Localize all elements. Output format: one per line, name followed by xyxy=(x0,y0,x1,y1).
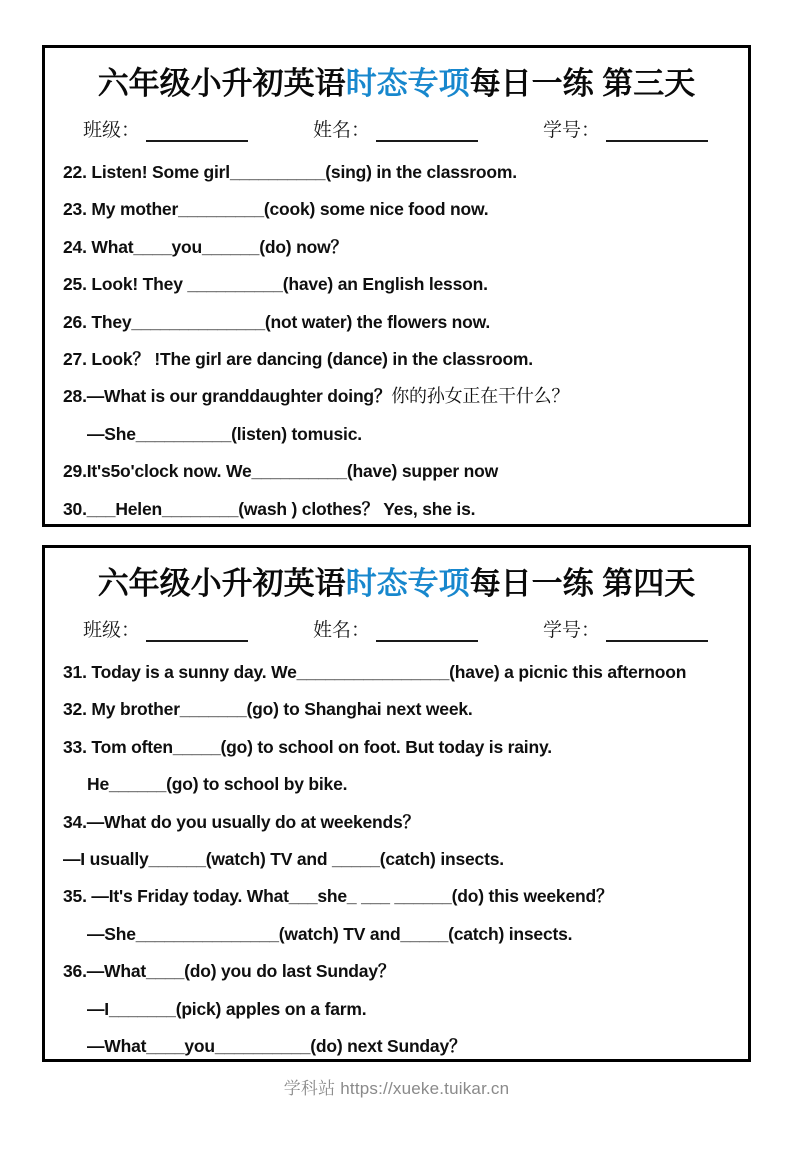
student-info-row xyxy=(45,615,748,642)
question-list-day4 xyxy=(45,654,748,1065)
question-34: 34.—What do you usually do at weekends？ xyxy=(63,811,420,832)
title-highlight: 时态专项 xyxy=(345,66,470,101)
class-field xyxy=(83,115,248,142)
question-28-reply: —She__________(listen) tomusic. xyxy=(87,423,362,444)
name-label: 姓名： xyxy=(312,120,370,141)
worksheet-title-day3 xyxy=(45,58,748,103)
class-label: 班级： xyxy=(83,620,141,641)
name-blank xyxy=(376,620,478,642)
question-29: 29.It's5o'clock now. We__________(have) supper now xyxy=(63,461,499,482)
question-30: 30.___Helen________(wash ) clothes？ Yes, she is. xyxy=(63,498,476,519)
class-field xyxy=(83,615,248,642)
title-highlight: 时态专项 xyxy=(345,566,470,601)
question-28: 28.—What is our granddaughter doing？你的孙女正在干什么？ xyxy=(63,386,570,407)
worksheet-title-day4 xyxy=(45,558,748,603)
question-26: 26. They______________(not water) the flowers now. xyxy=(63,311,491,332)
name-label: 姓名： xyxy=(312,620,370,641)
question-35: 35. —It's Friday today. What___she_ ___ ______(do) this weekend？ xyxy=(63,886,614,907)
question-23: 23. My mother_________(cook) some nice food now. xyxy=(63,199,489,220)
question-27: 27. Look？ !The girl are dancing (dance) in the classroom. xyxy=(63,349,533,370)
name-blank xyxy=(376,120,478,142)
title-text-right: 每日一练 第四天 xyxy=(469,566,696,601)
student-info-row xyxy=(45,115,748,142)
question-36: 36.—What____(do) you do last Sunday？ xyxy=(63,961,396,982)
question-33: 33. Tom often_____(go) to school on foot. But today is rainy. xyxy=(63,736,552,757)
name-field xyxy=(313,115,478,142)
title-text-right: 每日一练 第三天 xyxy=(469,66,696,101)
student-number-label: 学号： xyxy=(542,620,600,641)
class-blank xyxy=(146,120,248,142)
student-number-blank xyxy=(606,620,708,642)
question-36-reply: —I_______(pick) apples on a farm. xyxy=(87,998,367,1019)
class-label: 班级： xyxy=(83,120,141,141)
worksheet-day3-card xyxy=(42,45,751,527)
question-36-followup: —What____you__________(do) next Sunday？ xyxy=(87,1036,467,1057)
question-22: 22. Listen! Some girl__________(sing) in the classroom. xyxy=(63,162,517,182)
student-number-blank xyxy=(606,120,708,142)
student-number-field xyxy=(543,615,708,642)
question-32: 32. My brother_______(go) to Shanghai next week. xyxy=(63,699,473,720)
question-24: 24. What____you______(do) now？ xyxy=(63,236,348,257)
footer-site-link: 学科站 https://xueke.tuikar.cn xyxy=(283,1079,510,1098)
question-33-continued: He______(go) to school by bike. xyxy=(87,774,348,795)
student-number-label: 学号： xyxy=(542,120,600,141)
worksheet-day4-card xyxy=(42,545,751,1062)
question-35-reply: —She_______________(watch) TV and_____(catch) insects. xyxy=(87,923,573,944)
title-text-left: 六年级小升初英语 xyxy=(97,566,346,601)
name-field xyxy=(313,615,478,642)
student-number-field xyxy=(543,115,708,142)
question-31: 31. Today is a sunny day. We________________(have) a picnic this afternoon xyxy=(63,662,687,682)
question-list-day3 xyxy=(45,154,748,528)
question-25: 25. Look! They __________(have) an English lesson. xyxy=(63,274,488,295)
question-34-reply: —I usually______(watch) TV and _____(catch) insects. xyxy=(63,849,504,870)
footer-watermark xyxy=(0,1074,793,1099)
title-text-left: 六年级小升初英语 xyxy=(97,66,346,101)
question-28-chinese-hint: 你的孙女正在干什么？ xyxy=(391,386,570,407)
class-blank xyxy=(146,620,248,642)
